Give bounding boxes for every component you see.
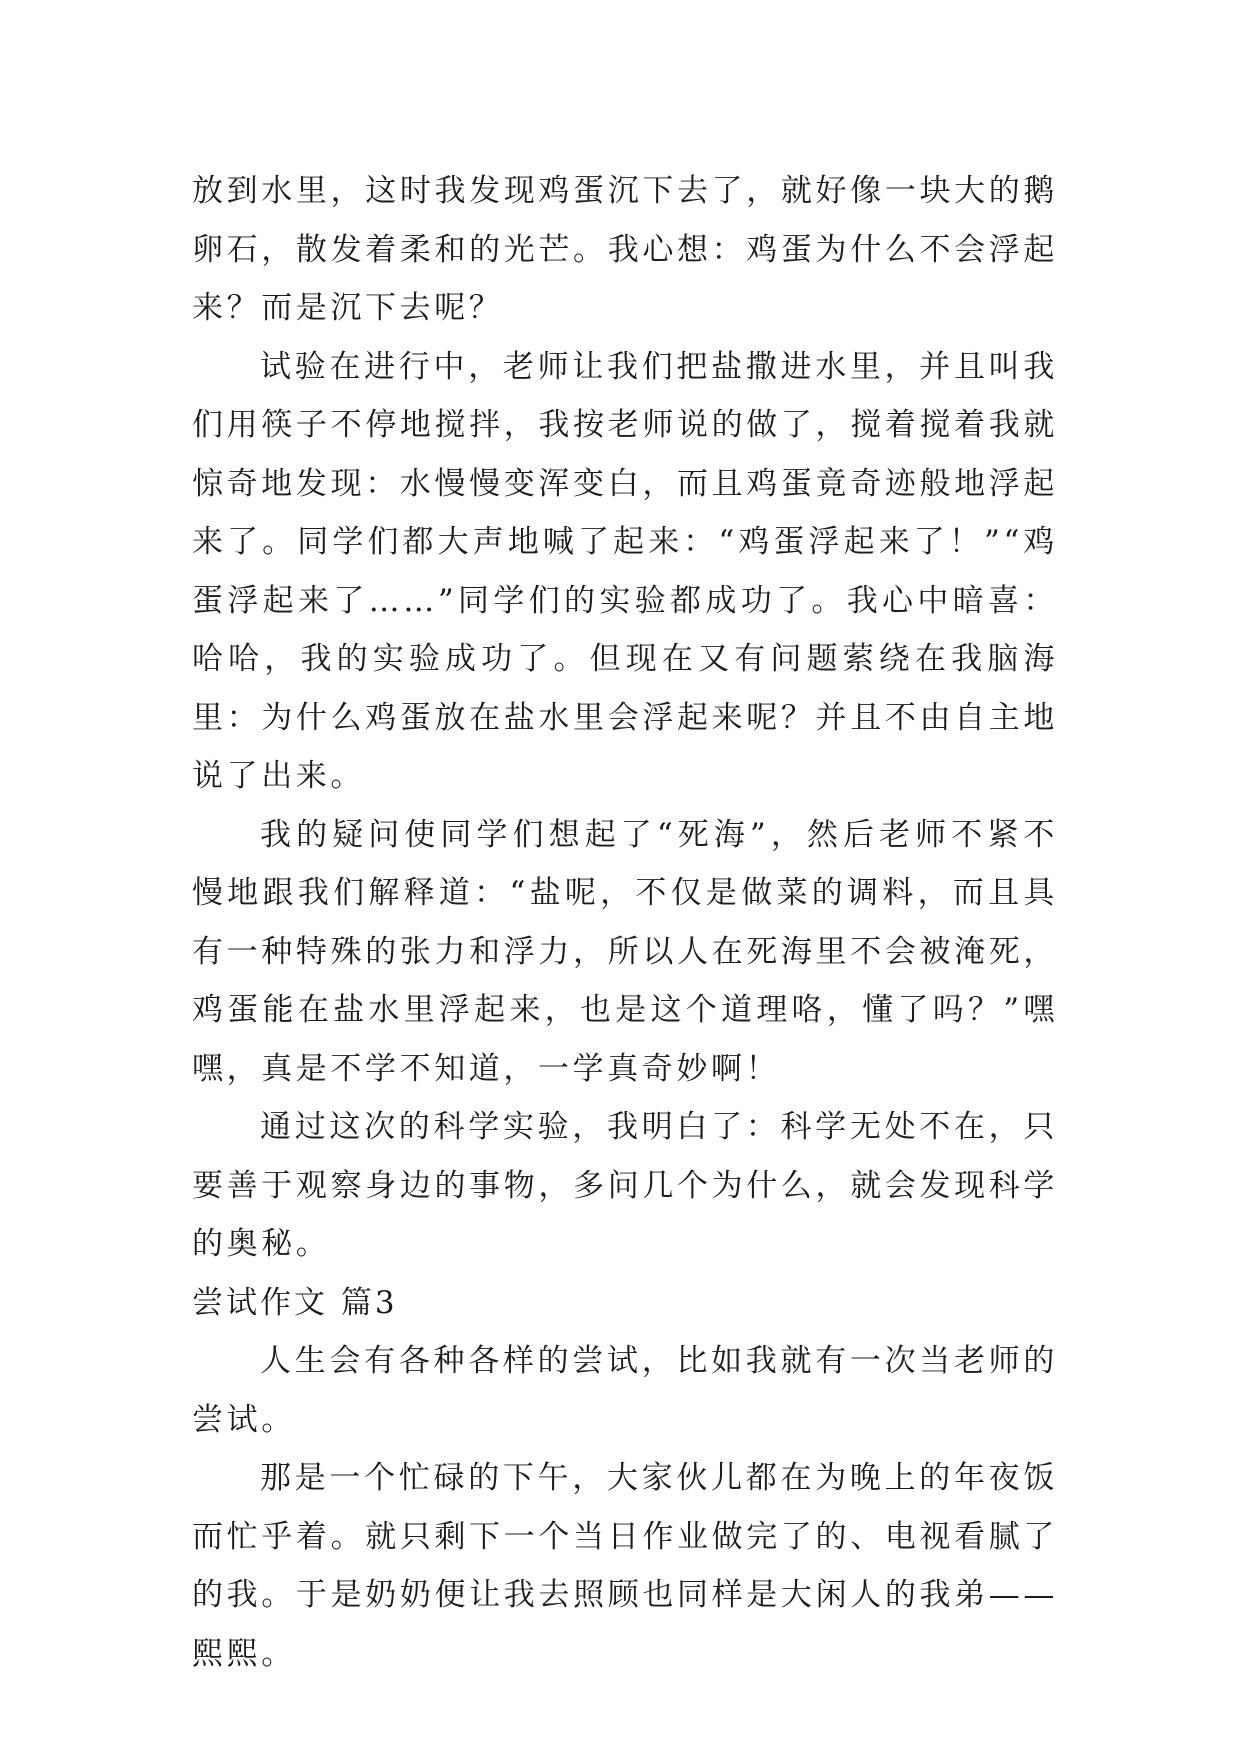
paragraph: 人生会有各种各样的尝试，比如我就有一次当老师的尝试。 (192, 1343, 1058, 1438)
paragraph: 试验在进行中，老师让我们把盐撒进水里，并且叫我们用筷子不停地搅拌，我按老师说的做了，搅着搅着我就惊奇地发现：水慢慢变浑变白，而且鸡蛋竟奇迹般地浮起来了。同学们都大声地喊了起来：“鸡蛋浮起来了！”“鸡蛋浮起来了……”同学们的实验都成功了。我心中暗喜：哈哈，我的实验成功了。但现在又有问题萦绕在我脑海里：为什么鸡蛋放在盐水里会浮起来呢？并且不由自主地说了出来。 (192, 348, 1058, 794)
paragraph: 通过这次的科学实验，我明白了：科学无处不在，只要善于观察身边的事物，多问几个为什么，就会发现科学的奥秘。 (192, 1109, 1058, 1262)
section-heading: 尝试作文 篇3 (192, 1284, 398, 1321)
paragraph: 我的疑问使同学们想起了“死海”，然后老师不紧不慢地跟我们解释道：“盐呢，不仅是做菜的调料，而且具有一种特殊的张力和浮力，所以人在死海里不会被淹死，鸡蛋能在盐水里浮起来，也是这个道理咯，懂了吗？”嘿嘿，真是不学不知道，一学真奇妙啊！ (192, 816, 1058, 1087)
paragraph: 那是一个忙碌的下午，大家伙儿都在为晚上的年夜饭而忙乎着。就只剩下一个当日作业做完了的、电视看腻了的我。于是奶奶便让我去照顾也同样是大闲人的我弟——熙熙。 (192, 1460, 1058, 1672)
document-body (192, 162, 1058, 1683)
paragraph: 放到水里，这时我发现鸡蛋沉下去了，就好像一块大的鹅卵石，散发着柔和的光芒。我心想：鸡蛋为什么不会浮起来？而是沉下去呢？ (192, 173, 1058, 326)
